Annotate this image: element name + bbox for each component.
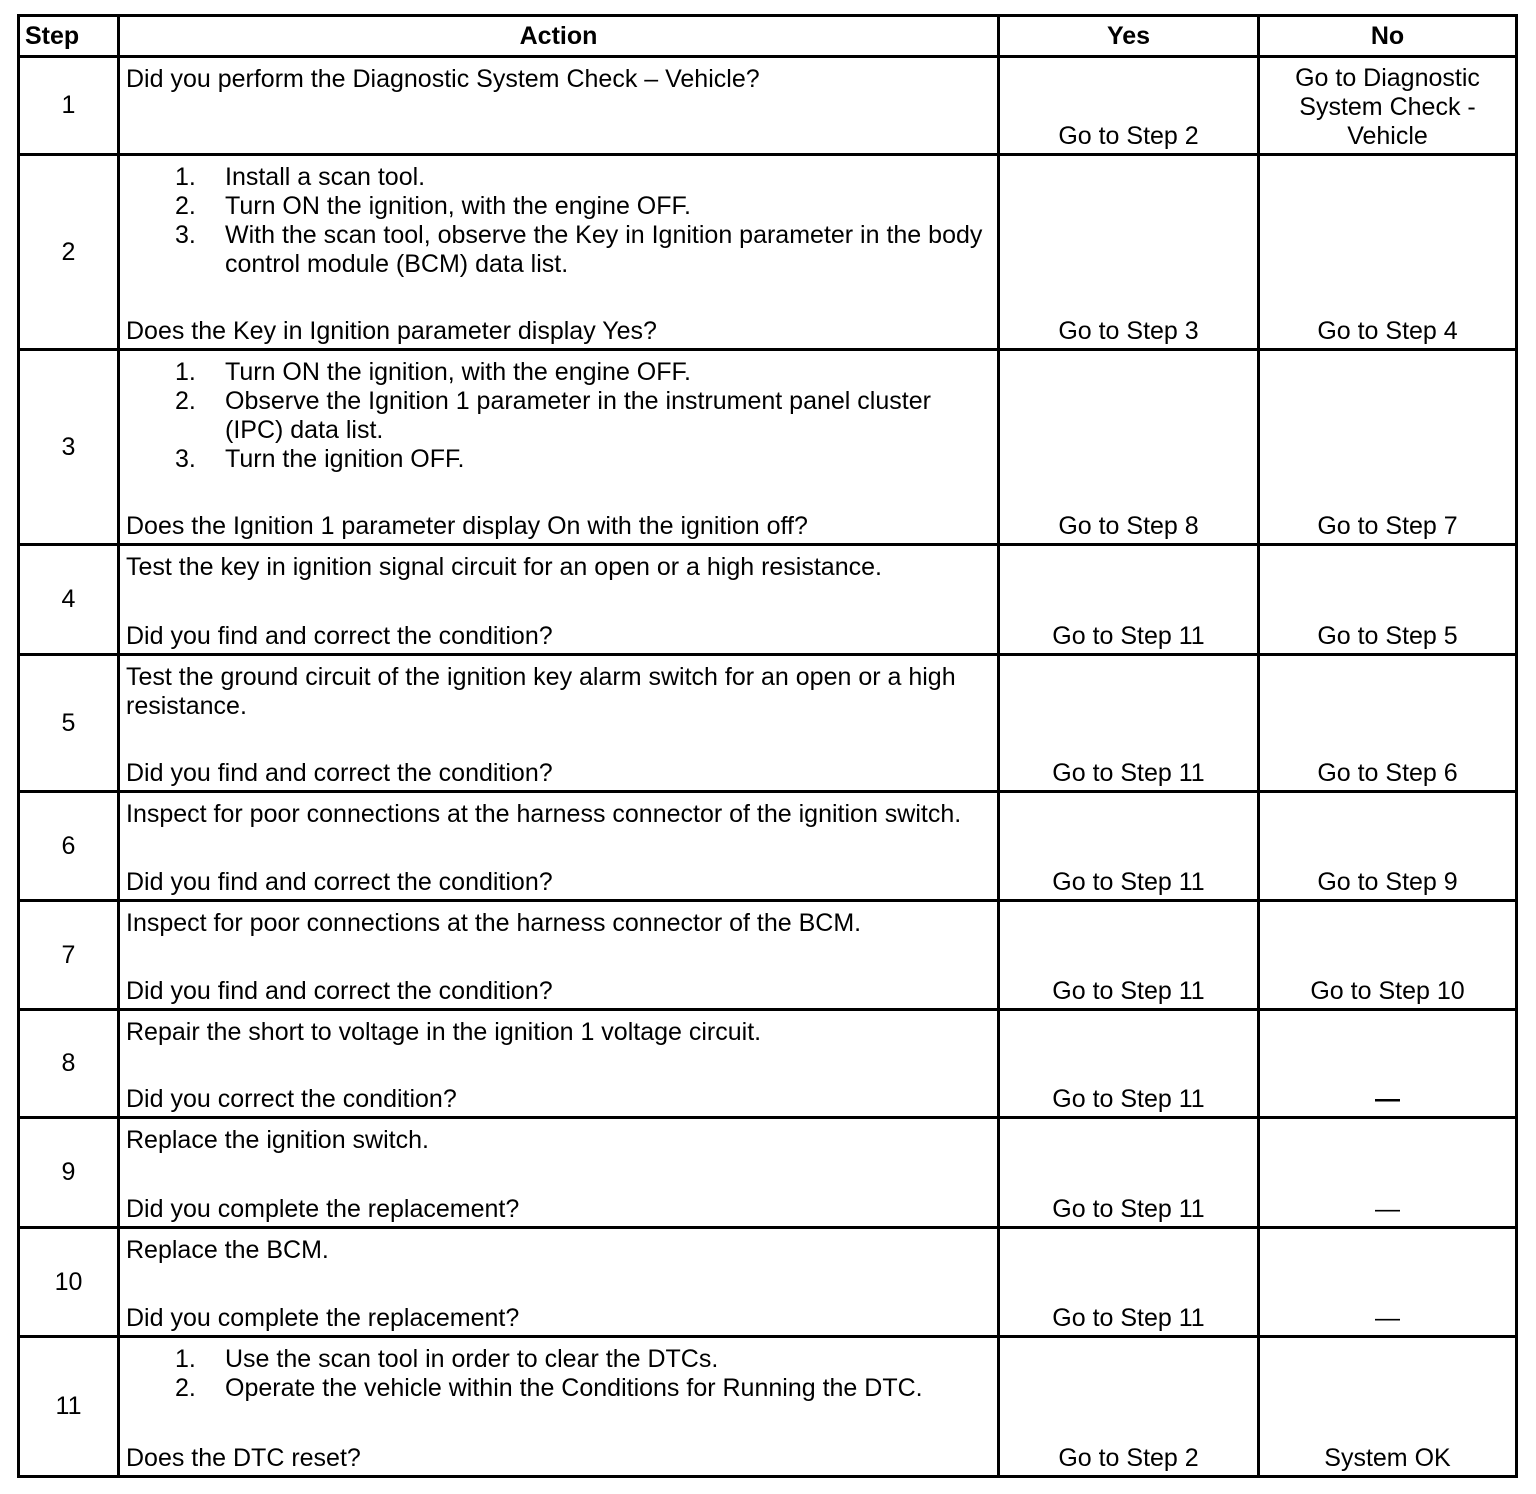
list-item-number: 1.	[175, 1345, 196, 1373]
list-item-number: 3.	[175, 445, 196, 473]
step-cell	[20, 1119, 120, 1229]
action-cell	[120, 156, 1000, 351]
step-cell	[20, 1338, 120, 1478]
step-number: 6	[61, 831, 76, 860]
action-instruction: Repair the short to voltage in the ignition 1 voltage circuit.	[126, 1018, 762, 1046]
no-outcome: Go to Step 9	[1317, 868, 1458, 896]
step-cell	[20, 1011, 120, 1119]
list-item-number: 2.	[175, 387, 196, 415]
action-cell	[120, 58, 1000, 156]
step-number: 1	[61, 91, 76, 119]
yes-outcome: Go to Step 8	[1058, 512, 1199, 540]
action-instruction: Test the ground circuit of the ignition key alarm switch for an open or a high resistance.	[126, 663, 956, 720]
list-item	[175, 387, 989, 445]
action-cell	[120, 793, 1000, 902]
action-cell	[120, 351, 1000, 546]
yes-outcome: Go to Step 11	[1052, 868, 1205, 896]
no-cell	[1260, 1229, 1518, 1338]
list-item	[175, 1374, 989, 1403]
list-item-number: 2.	[175, 192, 196, 220]
no-outcome: —	[1375, 1304, 1400, 1332]
action-steps-list	[175, 358, 989, 474]
action-cell	[120, 902, 1000, 1011]
yes-cell	[1000, 156, 1260, 351]
action-question: Did you correct the condition?	[126, 1085, 457, 1113]
diagnostic-table	[17, 14, 1518, 1478]
no-outcome: Go to Step 10	[1310, 977, 1465, 1005]
yes-cell	[1000, 1011, 1260, 1119]
list-item-text: Turn the ignition OFF.	[225, 445, 465, 473]
action-instruction: Replace the ignition switch.	[126, 1126, 429, 1154]
list-item-text: With the scan tool, observe the Key in Ignition parameter in the body control module (BCM) data list.	[225, 221, 983, 278]
list-item-number: 1.	[175, 358, 196, 386]
step-cell	[20, 902, 120, 1011]
action-cell	[120, 656, 1000, 793]
yes-outcome: Go to Step 11	[1052, 759, 1205, 787]
list-item	[175, 445, 989, 474]
yes-outcome: Go to Step 2	[1058, 122, 1199, 150]
no-cell	[1260, 656, 1518, 793]
action-steps-list	[175, 163, 989, 279]
action-question: Did you complete the replacement?	[126, 1304, 520, 1332]
action-question: Does the Ignition 1 parameter display On with the ignition off?	[126, 512, 808, 540]
yes-cell	[1000, 1119, 1260, 1229]
action-steps-list	[175, 1345, 989, 1403]
step-number: 5	[61, 708, 76, 737]
step-number: 11	[55, 1392, 82, 1420]
action-cell	[120, 1011, 1000, 1119]
no-outcome: System OK	[1324, 1444, 1451, 1472]
header-step: Step	[20, 17, 120, 58]
no-outcome: Go to Step 7	[1317, 512, 1458, 540]
yes-outcome: Go to Step 11	[1052, 1304, 1205, 1332]
no-cell	[1260, 902, 1518, 1011]
list-item-text: Turn ON the ignition, with the engine OFF.	[225, 192, 691, 220]
step-cell	[20, 156, 120, 351]
yes-outcome: Go to Step 11	[1052, 622, 1205, 650]
yes-cell	[1000, 656, 1260, 793]
list-item-text: Install a scan tool.	[225, 163, 426, 191]
step-cell	[20, 656, 120, 793]
step-number: 4	[61, 585, 76, 613]
list-item-number: 3.	[175, 221, 196, 249]
action-cell	[120, 1338, 1000, 1478]
step-number: 8	[61, 1049, 76, 1077]
action-question: Does the Key in Ignition parameter display Yes?	[126, 317, 657, 345]
step-number: 10	[54, 1267, 83, 1296]
action-instruction: Test the key in ignition signal circuit for an open or a high resistance.	[126, 553, 882, 581]
no-outcome: Go to Diagnostic System Check - Vehicle	[1295, 64, 1480, 150]
step-number: 2	[61, 237, 76, 266]
no-cell	[1260, 1011, 1518, 1119]
no-cell	[1260, 351, 1518, 546]
yes-outcome: Go to Step 2	[1058, 1444, 1199, 1472]
action-cell	[120, 1119, 1000, 1229]
action-cell	[120, 1229, 1000, 1338]
action-question: Did you find and correct the condition?	[126, 868, 553, 896]
header-action: Action	[120, 17, 1000, 58]
yes-outcome: Go to Step 3	[1058, 317, 1199, 345]
yes-outcome: Go to Step 11	[1052, 977, 1205, 1005]
no-cell	[1260, 156, 1518, 351]
list-item-number: 1.	[175, 163, 196, 191]
no-outcome: Go to Step 5	[1317, 622, 1458, 650]
action-instruction: Did you perform the Diagnostic System Check – Vehicle?	[126, 65, 760, 93]
list-item	[175, 358, 989, 387]
yes-cell	[1000, 1338, 1260, 1478]
step-cell	[20, 58, 120, 156]
step-cell	[20, 546, 120, 656]
header-no: No	[1260, 17, 1518, 58]
no-outcome: —	[1375, 1195, 1400, 1223]
list-item-text: Turn ON the ignition, with the engine OFF.	[225, 358, 691, 386]
list-item-text: Use the scan tool in order to clear the DTCs.	[225, 1345, 719, 1373]
action-question: Does the DTC reset?	[126, 1444, 361, 1472]
action-instruction: Inspect for poor connections at the harness connector of the ignition switch.	[126, 800, 962, 828]
list-item	[175, 221, 989, 279]
no-outcome: —	[1375, 1085, 1400, 1113]
yes-cell	[1000, 351, 1260, 546]
step-number: 7	[61, 940, 76, 969]
action-question: Did you find and correct the condition?	[126, 759, 553, 787]
no-outcome: Go to Step 4	[1317, 317, 1458, 345]
list-item-number: 2.	[175, 1374, 196, 1402]
action-question: Did you find and correct the condition?	[126, 622, 553, 650]
action-instruction: Inspect for poor connections at the harness connector of the BCM.	[126, 909, 862, 937]
no-outcome: Go to Step 6	[1317, 759, 1458, 787]
step-number: 3	[61, 432, 76, 461]
yes-outcome: Go to Step 11	[1052, 1195, 1205, 1223]
action-question: Did you find and correct the condition?	[126, 977, 553, 1005]
yes-cell	[1000, 1229, 1260, 1338]
yes-cell	[1000, 546, 1260, 656]
header-yes: Yes	[1000, 17, 1260, 58]
action-instruction: Replace the BCM.	[126, 1236, 329, 1264]
step-cell	[20, 351, 120, 546]
list-item	[175, 163, 989, 192]
step-cell	[20, 793, 120, 902]
no-cell	[1260, 58, 1518, 156]
no-cell	[1260, 1338, 1518, 1478]
list-item	[175, 1345, 989, 1374]
list-item-text: Operate the vehicle within the Conditions for Running the DTC.	[225, 1374, 923, 1402]
yes-cell	[1000, 58, 1260, 156]
action-cell	[120, 546, 1000, 656]
yes-cell	[1000, 793, 1260, 902]
action-question: Did you complete the replacement?	[126, 1195, 520, 1223]
list-item	[175, 192, 989, 221]
no-cell	[1260, 793, 1518, 902]
yes-outcome: Go to Step 11	[1052, 1085, 1205, 1113]
list-item-text: Observe the Ignition 1 parameter in the instrument panel cluster (IPC) data list.	[225, 387, 931, 444]
no-cell	[1260, 1119, 1518, 1229]
step-number: 9	[61, 1158, 76, 1186]
step-cell	[20, 1229, 120, 1338]
yes-cell	[1000, 902, 1260, 1011]
no-cell	[1260, 546, 1518, 656]
